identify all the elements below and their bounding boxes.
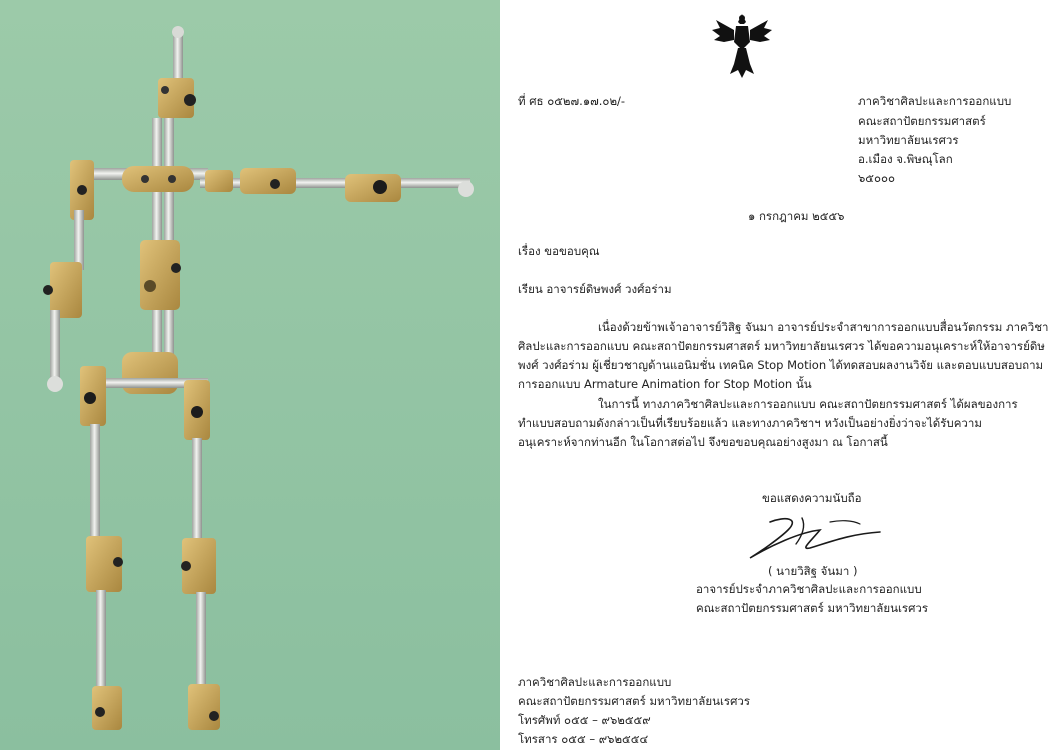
shoulder-screw-1 <box>141 175 149 183</box>
wrist-screw <box>373 180 387 194</box>
photo-background <box>0 0 500 750</box>
chest-screw-1 <box>171 263 181 273</box>
letter-date: ๑ กรกฎาคม ๒๕๕๖ <box>748 209 845 223</box>
left-ankle-joint <box>92 686 122 730</box>
armature-figure <box>0 0 500 750</box>
body-line: พงศ์ วงศ์อร่าม ผู้เชี่ยวชาญด้านแอนิมชั่น เทคนิค Stop Motion ได้ทดสอบผลงานวิจัย และตอบแบบสอบถาม <box>518 358 1044 372</box>
head-ball <box>172 26 184 38</box>
left-hip-screw <box>84 392 96 404</box>
footer-line: คณะสถาปัตยกรรมศาสตร์ มหาวิทยาลัยนเรศวร <box>518 694 750 708</box>
letter-subject: เรื่อง ขอขอบคุณ <box>518 244 600 258</box>
letter-document <box>500 0 1048 750</box>
sender-address-line: ภาควิชาศิลปะและการออกแบบ <box>858 94 1012 108</box>
right-hip-screw <box>191 406 203 418</box>
letter-salutation: เรียน อาจารย์ดิษพงศ์ วงศ์อร่าม <box>518 282 672 296</box>
wrist-joint <box>345 174 401 202</box>
reference-number: ที่ ศธ ๐๕๒๗.๑๗.๐๒/- <box>518 94 626 108</box>
armature-photo <box>0 0 500 750</box>
right-knee-screw <box>181 561 191 571</box>
neck-screw <box>184 94 196 106</box>
body-line: ทำแบบสอบถามดังกล่าวเป็นที่เรียบร้อยแล้ว และทางภาควิชาฯ หวังเป็นอย่างยิ่งว่าจะได้รับความ <box>518 416 982 430</box>
right-thigh-rod <box>192 438 202 544</box>
arm-screw-1 <box>270 179 280 189</box>
signer-title: อาจารย์ประจำภาควิชาศิลปะและการออกแบบ <box>696 582 922 596</box>
right-ankle-screw <box>209 711 219 721</box>
left-upper-arm-rod <box>74 210 84 270</box>
neck-screw-2 <box>161 86 169 94</box>
left-thigh-rod <box>90 424 100 540</box>
footer-phone: โทรศัพท์ ๐๕๕ – ๙๖๒๕๕๙ <box>518 713 651 727</box>
chest-screw-2 <box>144 280 156 292</box>
right-ankle-joint <box>188 684 220 730</box>
sender-address-line: ๖๕๐๐๐ <box>858 171 896 185</box>
footer-fax: โทรสาร ๐๕๕ – ๙๖๒๕๕๔ <box>518 732 649 746</box>
left-knee-screw <box>113 557 123 567</box>
hand-ball <box>458 181 474 197</box>
elbow-joint-a <box>205 170 233 192</box>
left-forearm-rod <box>50 310 60 378</box>
chest-joint <box>140 240 180 310</box>
signature-icon <box>740 512 890 572</box>
garuda-emblem-icon <box>710 8 774 82</box>
right-shin-rod <box>196 592 206 688</box>
left-ankle-screw <box>95 707 105 717</box>
shoulder-plate <box>122 166 194 192</box>
shoulder-screw-2 <box>168 175 176 183</box>
signer-organization: คณะสถาปัตยกรรมศาสตร์ มหาวิทยาลัยนเรศวร <box>696 601 928 615</box>
body-line: การออกแบบ Armature Animation for Stop Motion นั้น <box>518 377 812 391</box>
sender-address-line: มหาวิทยาลัยนเรศวร <box>858 133 959 147</box>
body-line: อนุเคราะห์จากท่านอีก ในโอกาสต่อไป จึงขอขอบคุณอย่างสูงมา ณ โอกาสนี้ <box>518 435 888 449</box>
sender-address-line: คณะสถาปัตยกรรมศาสตร์ <box>858 114 986 128</box>
letter-closing: ขอแสดงความนับถือ <box>762 491 862 505</box>
left-hand-ball <box>47 376 63 392</box>
body-line: ในการนี้ ทางภาควิชาศิลปะและการออกแบบ คณะสถาปัตยกรรมศาสตร์ ได้ผลของการ <box>598 397 1018 411</box>
left-shin-rod <box>96 590 106 690</box>
left-shoulder-screw <box>77 185 87 195</box>
body-line: เนื่องด้วยข้าพเจ้าอาจารย์วิสิฐ จันมา อาจารย์ประจำสาขาการออกแบบสื่อนวัตกรรม ภาควิชา <box>598 320 1048 334</box>
footer-line: ภาควิชาศิลปะและการออกแบบ <box>518 675 672 689</box>
signer-name: ( นายวิสิฐ จันมา ) <box>768 564 858 578</box>
left-elbow-screw <box>43 285 53 295</box>
upper-arm-joint <box>240 168 296 194</box>
sender-address-line: อ.เมือง จ.พิษณุโลก <box>858 152 953 166</box>
left-elbow-joint <box>50 262 82 318</box>
body-line: ศิลปะและการออกแบบ คณะสถาปัตยกรรมศาสตร์ มหาวิทยาลัยนเรศวร ได้ขอความอนุเคราะห์ให้อาจารย์ดิษ <box>518 339 1045 353</box>
